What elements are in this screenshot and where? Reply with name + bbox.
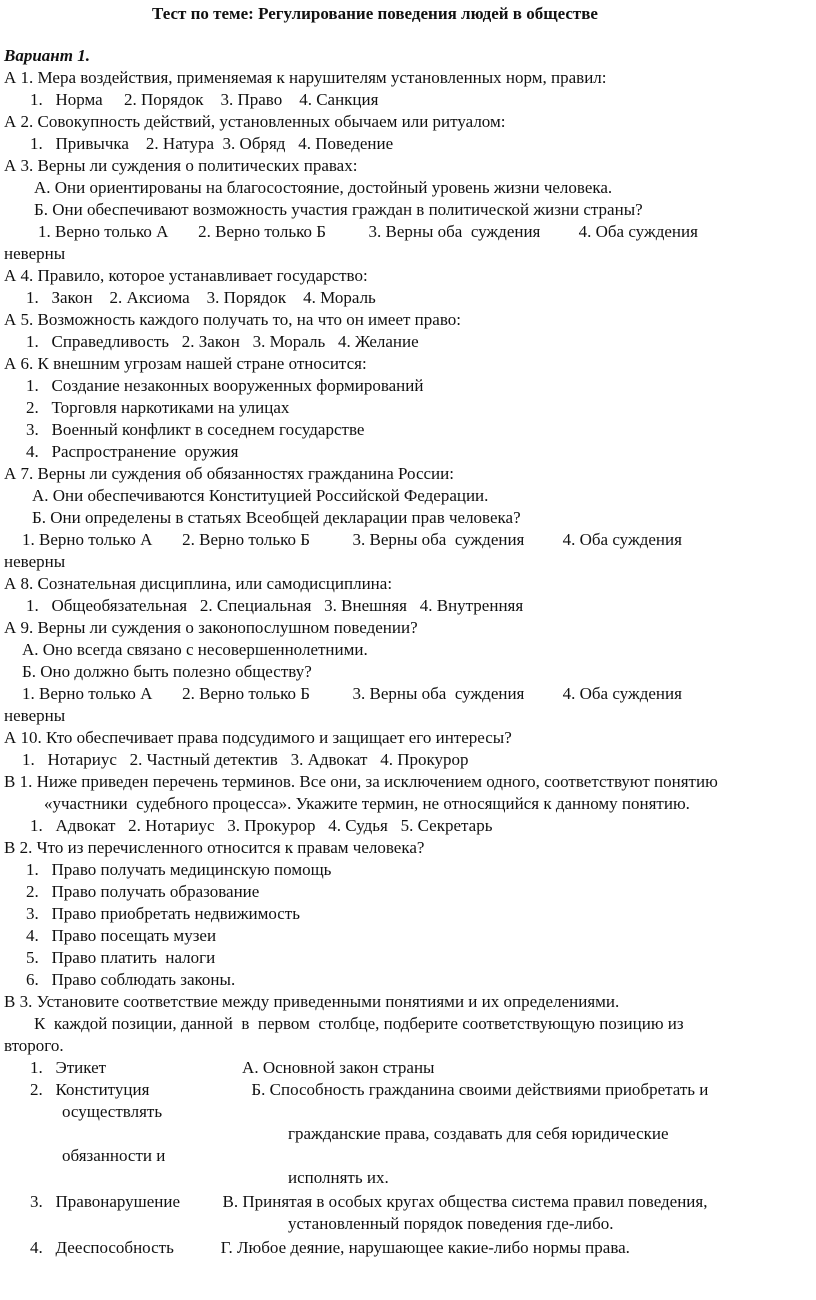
question-a6: А 6. К внешним угрозам нашей стране относится: bbox=[4, 354, 367, 373]
answer-options-a9: 1. Верно только А 2. Верно только Б 3. Верны оба суждения 4. Оба суждения bbox=[22, 684, 682, 703]
question-b1: В 1. Ниже приведен перечень терминов. Все они, за исключением одного, соответствуют понятию bbox=[4, 772, 718, 791]
question-a10: А 10. Кто обеспечивает права подсудимого и защищает его интересы? bbox=[4, 728, 512, 747]
question-a4: А 4. Правило, которое устанавливает государство: bbox=[4, 266, 368, 285]
match-row-2-cont-4: исполнять их. bbox=[288, 1168, 389, 1187]
variant-heading: Вариант 1. bbox=[4, 46, 90, 65]
answer-options-a7: 1. Верно только А 2. Верно только Б 3. Верны оба суждения 4. Оба суждения bbox=[22, 530, 682, 549]
match-row-3-cont: установленный порядок поведения где-либо. bbox=[288, 1214, 614, 1233]
question-a9: А 9. Верны ли суждения о законопослушном поведении? bbox=[4, 618, 418, 637]
statement-a7-b: Б. Они определены в статьях Всеобщей декларации прав человека? bbox=[32, 508, 521, 527]
question-a2: А 2. Совокупность действий, установленных обычаем или ритуалом: bbox=[4, 112, 506, 131]
question-b3: В 3. Установите соответствие между приведенными понятиями и их определениями. bbox=[4, 992, 620, 1011]
match-row-2: 2. Конституция Б. Способность гражданина своими действиями приобретать и bbox=[30, 1080, 709, 1099]
match-row-4: 4. Дееспособность Г. Любое деяние, нарушающее какие-либо нормы права. bbox=[30, 1238, 630, 1257]
answer-option-b2-4: 4. Право посещать музеи bbox=[26, 926, 217, 945]
question-a3: А 3. Верны ли суждения о политических правах: bbox=[4, 156, 358, 175]
question-b3-instruction-cont: второго. bbox=[4, 1036, 64, 1055]
answer-options-a7-cont: неверны bbox=[4, 552, 66, 571]
answer-option-b2-5: 5. Право платить налоги bbox=[26, 948, 216, 967]
statement-a3-a: А. Они ориентированы на благосостояние, достойный уровень жизни человека. bbox=[34, 178, 613, 197]
statement-a9-a: А. Оно всегда связано с несовершеннолетними. bbox=[22, 640, 368, 659]
question-a7: А 7. Верны ли суждения об обязанностях гражданина России: bbox=[4, 464, 454, 483]
question-a5: А 5. Возможность каждого получать то, на что он имеет право: bbox=[4, 310, 461, 329]
question-a1: А 1. Мера воздействия, применяемая к нарушителям установленных норм, правил: bbox=[4, 68, 607, 87]
question-b1-cont: «участники судебного процесса». Укажите термин, не относящийся к данному понятию. bbox=[44, 794, 690, 813]
answer-options-a2: 1. Привычка 2. Натура 3. Обряд 4. Поведение bbox=[30, 134, 394, 153]
statement-a7-a: А. Они обеспечиваются Конституцией Российской Федерации. bbox=[32, 486, 489, 505]
answer-option-b2-2: 2. Право получать образование bbox=[26, 882, 260, 901]
answer-options-a3-cont: неверны bbox=[4, 244, 66, 263]
answer-option-b2-1: 1. Право получать медицинскую помощь bbox=[26, 860, 332, 879]
answer-options-a3: 1. Верно только А 2. Верно только Б 3. Верны оба суждения 4. Оба суждения bbox=[38, 222, 698, 241]
answer-options-b1: 1. Адвокат 2. Нотариус 3. Прокурор 4. Судья 5. Секретарь bbox=[30, 816, 493, 835]
match-row-1: 1. Этикет А. Основной закон страны bbox=[30, 1058, 435, 1077]
answer-option-a6-1: 1. Создание незаконных вооруженных формирований bbox=[26, 376, 424, 395]
answer-options-a5: 1. Справедливость 2. Закон 3. Мораль 4. Желание bbox=[26, 332, 419, 351]
answer-options-a8: 1. Общеобязательная 2. Специальная 3. Внешняя 4. Внутренняя bbox=[26, 596, 524, 615]
answer-option-b2-6: 6. Право соблюдать законы. bbox=[26, 970, 236, 989]
question-b3-instruction: К каждой позиции, данной в первом столбце, подберите соответствующую позицию из bbox=[34, 1014, 684, 1033]
match-row-2-cont-1: осуществлять bbox=[62, 1102, 163, 1121]
document-title: Тест по теме: Регулирование поведения людей в обществе bbox=[152, 4, 598, 23]
match-row-2-cont-2: гражданские права, создавать для себя юридические bbox=[288, 1124, 669, 1143]
answer-option-b2-3: 3. Право приобретать недвижимость bbox=[26, 904, 300, 923]
statement-a3-b: Б. Они обеспечивают возможность участия граждан в политической жизни страны? bbox=[34, 200, 643, 219]
answer-options-a4: 1. Закон 2. Аксиома 3. Порядок 4. Мораль bbox=[26, 288, 376, 307]
question-a8: А 8. Сознательная дисциплина, или самодисциплина: bbox=[4, 574, 393, 593]
question-b2: В 2. Что из перечисленного относится к правам человека? bbox=[4, 838, 425, 857]
answer-options-a1: 1. Норма 2. Порядок 3. Право 4. Санкция bbox=[30, 90, 379, 109]
answer-option-a6-2: 2. Торговля наркотиками на улицах bbox=[26, 398, 290, 417]
statement-a9-b: Б. Оно должно быть полезно обществу? bbox=[22, 662, 312, 681]
answer-options-a10: 1. Нотариус 2. Частный детектив 3. Адвокат 4. Прокурор bbox=[22, 750, 469, 769]
answer-options-a9-cont: неверны bbox=[4, 706, 66, 725]
match-row-3: 3. Правонарушение В. Принятая в особых кругах общества система правил поведения, bbox=[30, 1192, 708, 1211]
answer-option-a6-3: 3. Военный конфликт в соседнем государстве bbox=[26, 420, 365, 439]
answer-option-a6-4: 4. Распространение оружия bbox=[26, 442, 239, 461]
match-row-2-cont-3: обязанности и bbox=[62, 1146, 166, 1165]
